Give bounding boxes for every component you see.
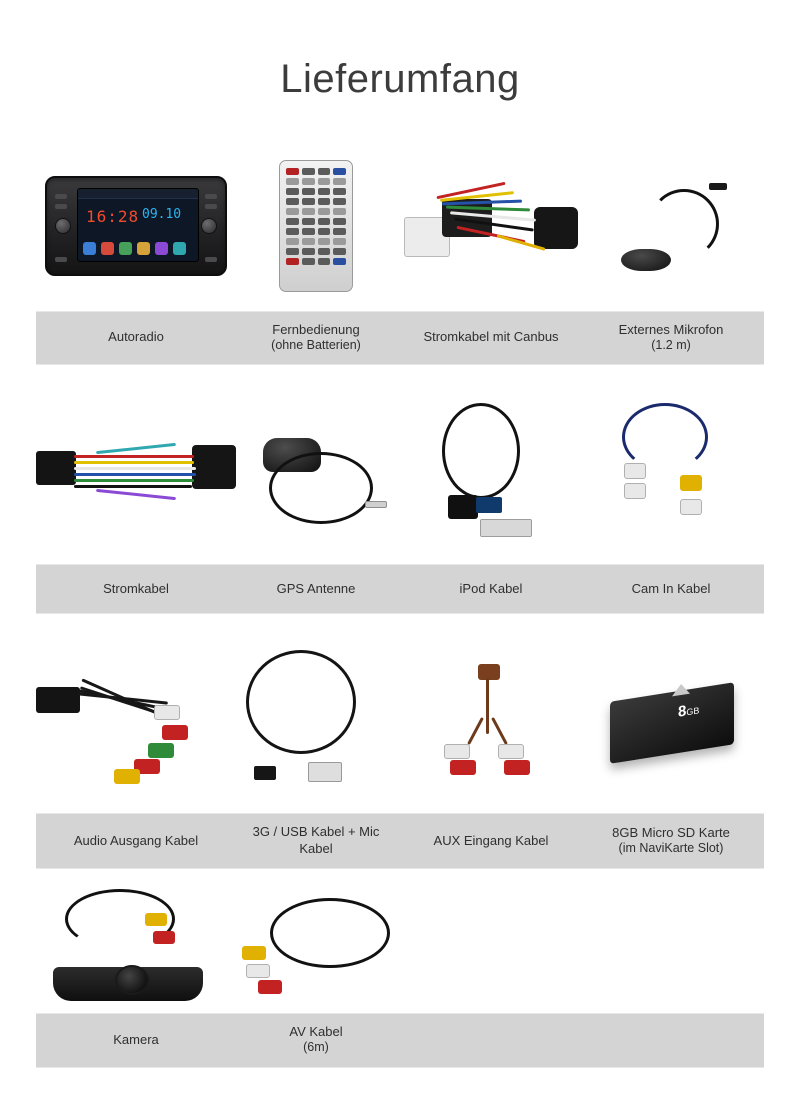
camera-in-cable-icon (606, 397, 736, 547)
radio-clock: 16:28 (86, 206, 140, 226)
product-image-usb-mic-kabel (236, 628, 396, 813)
radio-button-4 (205, 204, 217, 209)
product-label-empty-1 (396, 1014, 586, 1067)
radio-knob-left (55, 218, 71, 234)
product-label-text: Audio Ausgang Kabel (73, 832, 199, 848)
ipod-cable-plug-black (448, 495, 478, 519)
product-image-kamera (36, 883, 236, 1013)
gps-antenna-connector (365, 501, 387, 508)
remote-control-icon (279, 160, 353, 292)
product-image-stromkabel (36, 379, 236, 564)
product-label-text: Stromkabel (103, 580, 169, 596)
product-row-4-labels (36, 1013, 764, 1068)
car-radio-unit-icon (45, 176, 227, 276)
aux-rca-white-2 (498, 744, 524, 759)
av-rca-red (258, 980, 282, 994)
product-scope-of-delivery-page (0, 27, 800, 1106)
usb-connector-mini (254, 766, 276, 780)
ipod-cable-connector-grey (480, 519, 532, 537)
microphone-cord (649, 189, 719, 259)
aux-input-cable-icon (416, 656, 566, 786)
radio-screen (77, 188, 199, 262)
product-image-autoradio (36, 141, 236, 311)
product-label-text: Kamera (113, 1031, 159, 1047)
product-label-sub: (ohne Batterien) (271, 337, 361, 352)
product-image-audio-ausgang-kabel (36, 628, 236, 813)
ipod-cable-loop (442, 403, 520, 499)
product-label-fernbedienung (236, 312, 396, 365)
page-title: Lieferumfang (280, 56, 520, 101)
av-rca-white (246, 964, 270, 978)
product-image-fernbedienung (236, 141, 396, 311)
av-rca-yellow (242, 946, 266, 960)
product-row-3 (36, 628, 764, 869)
product-row-1-images (36, 141, 764, 311)
canbus-main-plug (534, 207, 578, 249)
audio-rca-green (148, 743, 174, 758)
radio-secondary-display: 09.10 (142, 206, 182, 222)
product-label-text: AUX Eingang Kabel (433, 832, 549, 848)
canbus-power-harness-icon (396, 171, 586, 281)
product-image-micro-sd-karte (586, 628, 756, 813)
usb-mic-cable-icon (236, 646, 396, 796)
av-cable-icon (236, 888, 396, 1008)
audio-rca-yellow (114, 769, 140, 784)
product-label-autoradio (36, 312, 236, 365)
radio-button-5 (55, 257, 67, 262)
cam-in-connector-white-3 (680, 499, 702, 515)
product-label-text: Cam In Kabel (631, 580, 711, 596)
radio-screen-statusbar (78, 189, 198, 199)
micro-sd-card-icon (586, 656, 756, 786)
cam-in-connector-yellow (680, 475, 702, 491)
product-row-4-spacer-1 (396, 883, 586, 1013)
gps-antenna-cable (269, 452, 373, 524)
product-image-aux-eingang-kabel (396, 628, 586, 813)
product-row-3-labels (36, 813, 764, 869)
camera-rca-red (153, 931, 175, 944)
product-row-2-labels (36, 564, 764, 614)
product-image-stromkabel-canbus (396, 141, 586, 311)
external-microphone-icon (611, 171, 731, 281)
product-label-text: iPod Kabel (459, 580, 523, 596)
product-image-ipod-kabel (396, 379, 586, 564)
power-connector-left (36, 451, 76, 485)
radio-button-3 (205, 194, 217, 199)
product-label-empty-2 (586, 1014, 756, 1067)
cam-in-connector-white (624, 463, 646, 479)
product-label-sub: (1.2 m) (651, 337, 691, 352)
aux-rca-red (450, 760, 476, 775)
usb-cable-loop (246, 650, 356, 754)
product-label-aux-eingang-kabel (396, 814, 586, 868)
product-label-text: AV Kabel (289, 1023, 343, 1039)
ipod-cable-plug-blue (476, 497, 502, 513)
power-connector-right (192, 445, 236, 489)
product-label-cam-in-kabel (586, 565, 756, 613)
audio-output-connector (36, 687, 80, 713)
product-label-text: GPS Antenne (276, 580, 356, 596)
product-label-text: 8GB Micro SD Karte (612, 824, 730, 840)
product-image-cam-in-kabel (586, 379, 756, 564)
aux-rca-red-2 (504, 760, 530, 775)
product-label-text: 3G / USB Kabel + Mic Kabel (252, 824, 380, 856)
aux-rca-white (444, 744, 470, 759)
radio-app-icons (83, 242, 186, 255)
cam-in-cable-loop (622, 403, 708, 471)
product-label-text: Autoradio (108, 329, 164, 345)
sd-card-capacity (678, 700, 699, 720)
product-row-4-images (36, 883, 764, 1013)
product-image-gps-antenne (236, 379, 396, 564)
product-label-text: Stromkabel mit Canbus (423, 329, 559, 345)
audio-rca-white (154, 705, 180, 720)
camera-lens (115, 965, 149, 995)
product-label-text: Externes Mikrofon (618, 321, 724, 337)
audio-output-cable-icon (36, 651, 236, 791)
product-image-externes-mikrofon (586, 141, 756, 311)
radio-button-2 (55, 204, 67, 209)
product-label-av-kabel (236, 1014, 396, 1067)
microphone-jack (709, 183, 727, 190)
av-cable-loop (270, 898, 390, 968)
aux-plug (478, 664, 500, 680)
product-label-gps-antenne (236, 565, 396, 613)
product-label-micro-sd-karte (586, 814, 756, 868)
product-label-kamera (36, 1014, 236, 1067)
product-label-externes-mikrofon (586, 312, 756, 365)
product-row-4 (36, 883, 764, 1068)
product-row-4-spacer-2 (586, 883, 756, 1013)
camera-rca-yellow (145, 913, 167, 926)
product-row-3-images (36, 628, 764, 813)
ipod-cable-icon (426, 397, 556, 547)
power-cable-harness-icon (36, 427, 236, 517)
radio-button-6 (205, 257, 217, 262)
product-row-1 (36, 141, 764, 366)
rear-view-camera-icon (41, 883, 231, 1013)
product-row-1-labels (36, 311, 764, 366)
product-row-2 (36, 379, 764, 614)
sd-capacity-unit: GB (686, 705, 700, 718)
product-label-stromkabel-canbus (396, 312, 586, 365)
radio-button-1 (55, 194, 67, 199)
product-label-sub: (im NaviKarte Slot) (618, 841, 724, 856)
product-label-usb-mic-kabel (236, 814, 396, 868)
product-label-ipod-kabel (396, 565, 586, 613)
product-label-stromkabel (36, 565, 236, 613)
usb-connector-a (308, 762, 342, 782)
product-label-audio-ausgang-kabel (36, 814, 236, 868)
radio-knob-right (201, 218, 217, 234)
cam-in-connector-white-2 (624, 483, 646, 499)
gps-antenna-icon (241, 412, 391, 532)
sd-capacity-number: 8 (678, 702, 687, 721)
product-image-av-kabel (236, 883, 396, 1013)
product-label-text: Fernbedienung (272, 321, 360, 337)
product-row-2-images (36, 379, 764, 564)
product-label-sub: (6m) (303, 1040, 329, 1055)
audio-rca-red (162, 725, 188, 740)
